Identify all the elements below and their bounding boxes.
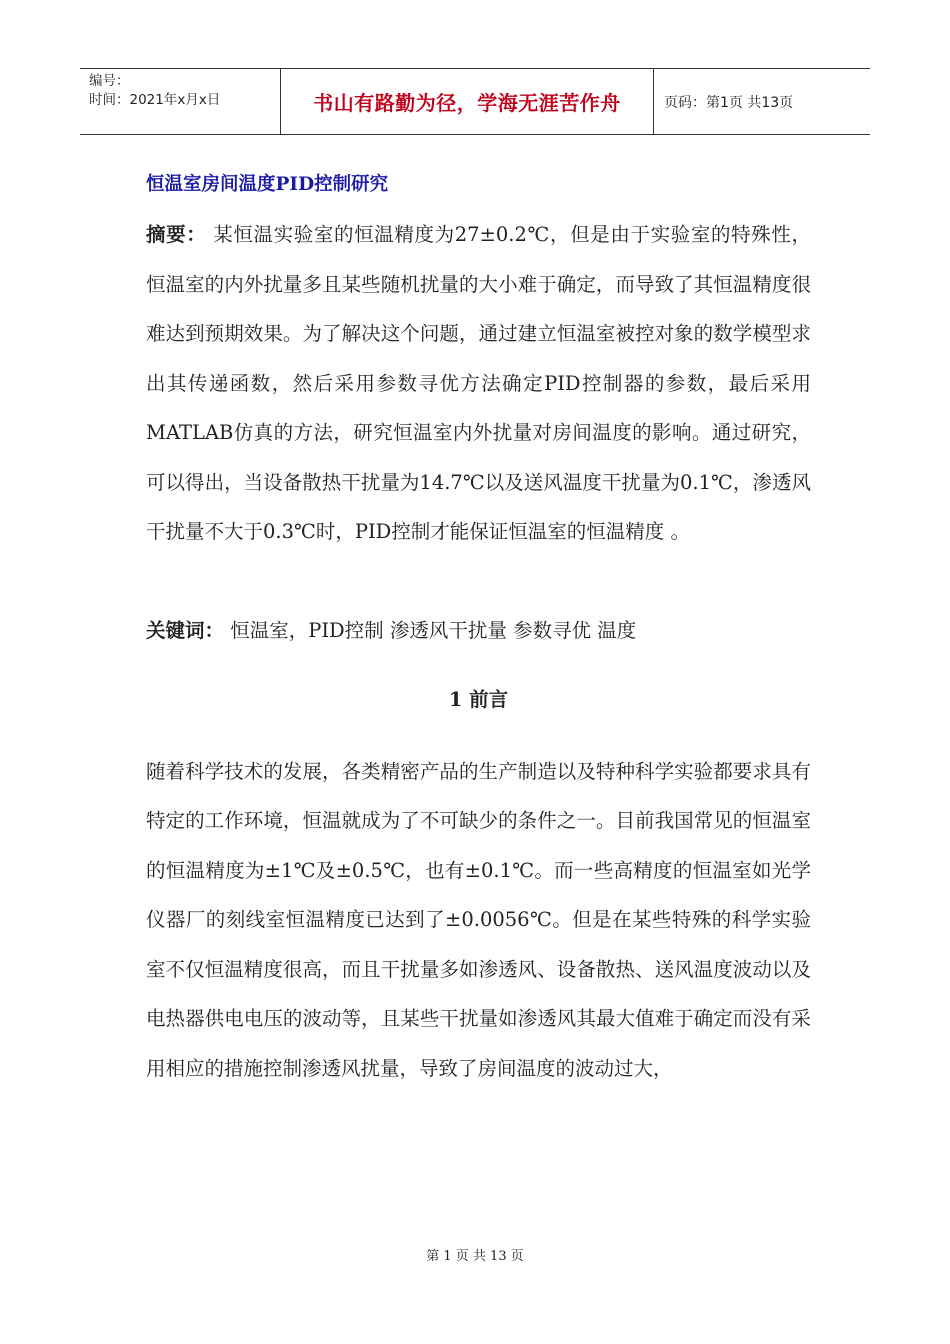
document-header	[80, 68, 870, 135]
document-number-label: 编号：	[89, 73, 130, 89]
page-footer: 第 1 页 共 13 页	[426, 1249, 524, 1264]
abstract-label: 摘要：	[146, 223, 207, 246]
abstract-paragraph	[146, 210, 811, 557]
section-heading: 1 前言	[448, 687, 509, 711]
document-body	[146, 160, 811, 1093]
keywords-label: 关键词：	[146, 618, 225, 642]
document-time-label: 时间：2021年x月x日	[89, 92, 221, 108]
header-page-info: 页码：第1页 共13页	[664, 94, 794, 111]
header-motto: 书山有路勤为径，学海无涯苦作舟	[281, 69, 654, 134]
keywords-text: 恒温室，PID控制 渗透风干扰量 参数寻优 温度	[224, 618, 637, 642]
document-title: 恒温室房间温度PID控制研究	[146, 174, 389, 195]
abstract-text: 某恒温实验室的恒温精度为27±0.2℃，但是由于实验室的特殊性，恒温室的内外扰量多且某些随机扰量的大小难于确定，而导致了其恒温精度很难达到预期效果。为了解决这个问题，通过建立恒温室被控对象的数学模型求出其传递函数，然后采用参数寻优方法确定PID控制器的参数，最后采用MATLAB仿真的方法，研究恒温室内外扰量对房间温度的影响。通过研究，可以得出，当设备散热干扰量为14.7℃以及送风温度干扰量为0.1℃，渗透风干扰量不大于0.3℃时，PID控制才能保证恒温室的恒温精度 。	[146, 223, 811, 543]
keywords-paragraph	[146, 606, 811, 656]
intro-paragraph: 随着科学技术的发展，各类精密产品的生产制造以及特种科学实验都要求具有特定的工作环境，恒温就成为了不可缺少的条件之一。目前我国常见的恒温室的恒温精度为±1℃及±0.5℃，也有±0.1℃。而一些高精度的恒温室如光学仪器厂的刻线室恒温精度已达到了±0.0056℃。但是在某些特殊的科学实验室不仅恒温精度很高，而且干扰量多如渗透风、设备散热、送风温度波动以及电热器供电电压的波动等，且某些干扰量如渗透风其最大值难于确定而没有采用相应的措施控制渗透风扰量，导致了房间温度的波动过大，	[146, 759, 811, 1080]
header-meta	[80, 69, 281, 134]
